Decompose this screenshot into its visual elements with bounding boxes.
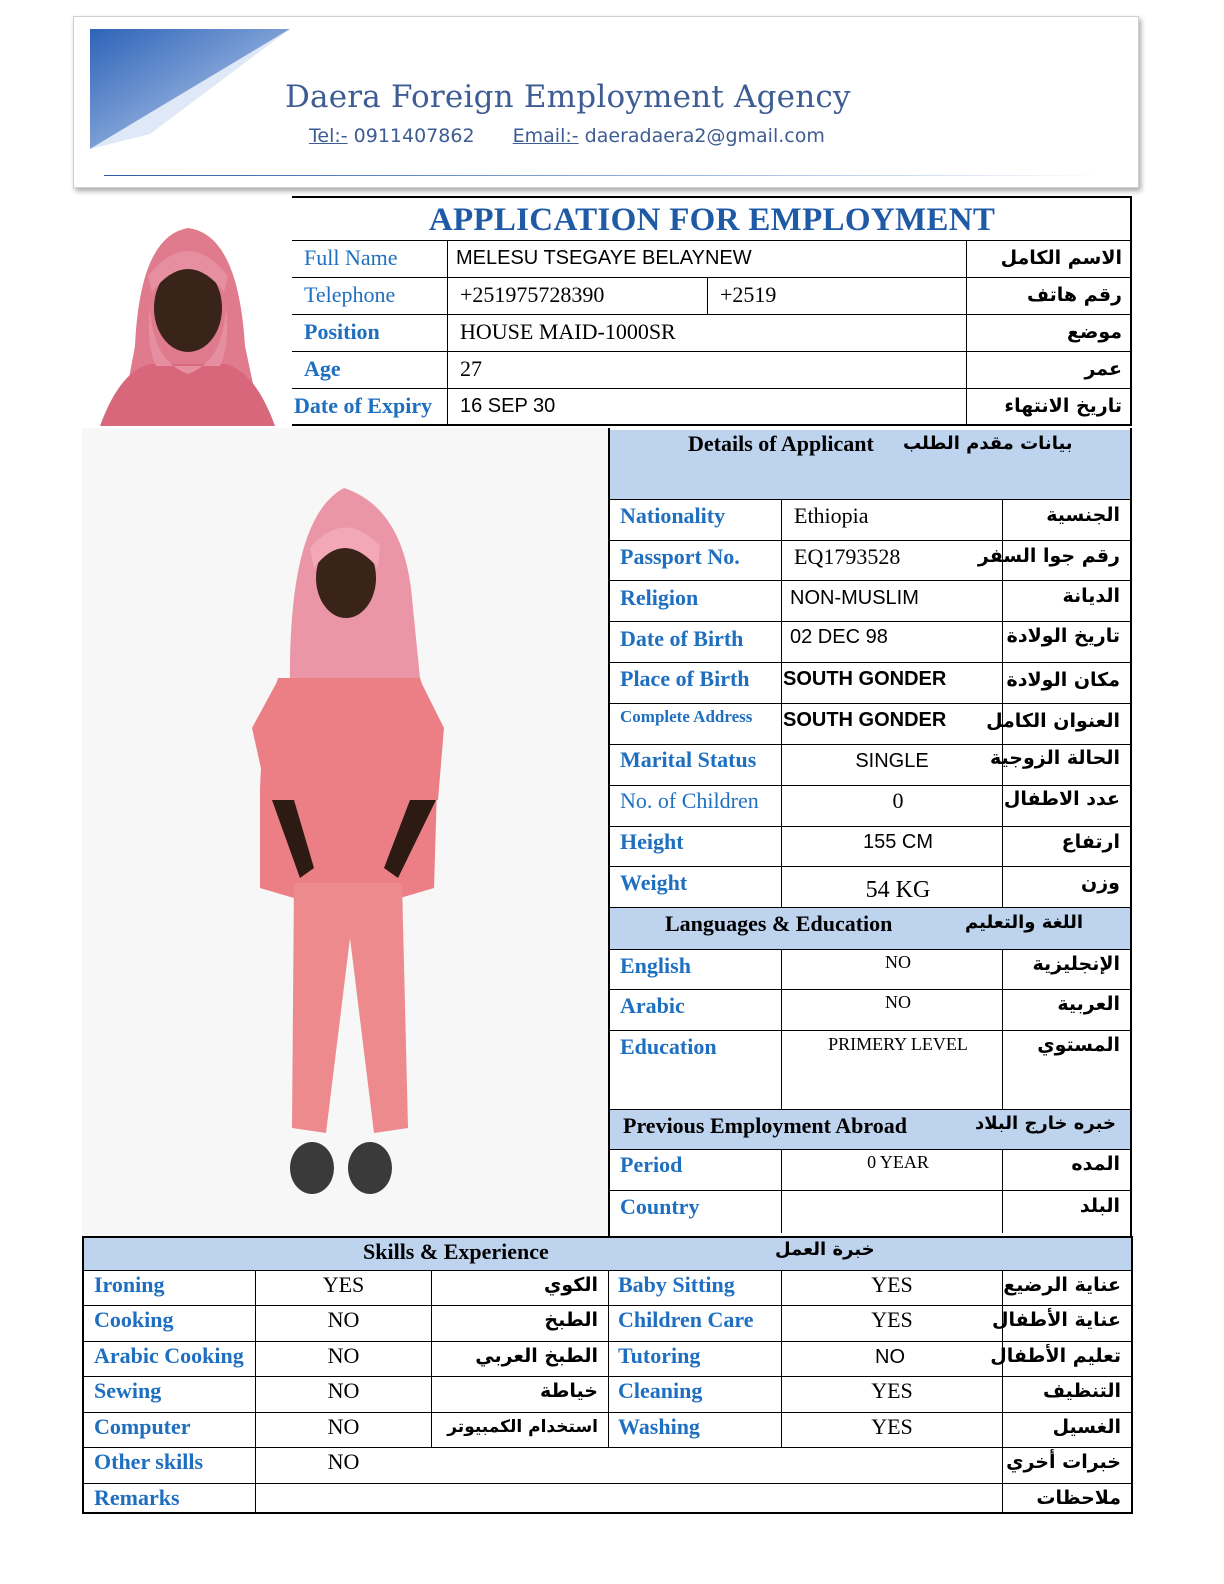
arabic-value: NO <box>885 992 911 1012</box>
skill-ironing-ar: الكوي <box>543 1274 598 1296</box>
position-label: Position <box>304 319 380 344</box>
full-body-illustration <box>82 428 608 1236</box>
letterhead <box>73 16 1139 188</box>
tel-value: 0911407862 <box>353 125 475 147</box>
weight-label: Weight <box>620 870 688 895</box>
period-ar: المده <box>1071 1153 1120 1175</box>
age-label: Age <box>304 356 341 381</box>
skill-washing-ar: الغسيل <box>1052 1416 1121 1438</box>
pob-value: SOUTH GONDER <box>783 668 947 690</box>
skill-cooking-label: Cooking <box>94 1307 174 1332</box>
passport-value: EQ1793528 <box>794 544 901 569</box>
agency-logo-swoosh <box>90 29 300 154</box>
other-skills-ar: خبرات أخري <box>1006 1451 1121 1473</box>
skills-title: Skills & Experience <box>363 1239 549 1264</box>
period-label: Period <box>620 1152 683 1177</box>
full-name-ar: الاسم الكامل <box>1000 247 1122 269</box>
previous-title-ar: خبره خارج البلاد <box>975 1113 1116 1134</box>
position-ar: موضع <box>1066 321 1122 343</box>
skill-baby-sitting-ar: عناية الرضيع <box>1003 1274 1121 1296</box>
skill-cooking-value: NO <box>327 1307 360 1332</box>
remarks-ar: ملاحظات <box>1036 1487 1121 1509</box>
address-value: SOUTH GONDER <box>783 709 947 731</box>
skill-cleaning-value: YES <box>871 1378 913 1403</box>
skill-washing-value: YES <box>871 1414 913 1439</box>
marital-ar: الحالة الزوجية <box>990 747 1120 769</box>
telephone-value: +251975728390 <box>460 282 605 307</box>
skill-washing-label: Washing <box>618 1414 700 1439</box>
email-value: daeradaera2@gmail.com <box>584 125 825 147</box>
skill-children-care-value: YES <box>871 1307 913 1332</box>
skill-cleaning-label: Cleaning <box>618 1378 703 1403</box>
portrait-photo <box>80 196 292 426</box>
english-value: NO <box>885 952 911 972</box>
tel-label: Tel:- <box>309 125 348 147</box>
english-ar: الإنجليزية <box>1032 953 1120 975</box>
skills-title-ar: خبرة العمل <box>775 1239 875 1260</box>
skill-tutoring-ar: تعليم الأطفال <box>990 1345 1121 1367</box>
height-value: 155 CM <box>862 831 934 853</box>
skill-sewing-value: NO <box>327 1378 360 1403</box>
skill-computer-value: NO <box>327 1414 360 1439</box>
skill-computer-label: Computer <box>94 1414 191 1439</box>
nationality-value: Ethiopia <box>794 503 869 528</box>
passport-label: Passport No. <box>620 544 740 569</box>
position-value: HOUSE MAID-1000SR <box>460 319 676 344</box>
telephone-label: Telephone <box>304 282 396 307</box>
dob-value: 02 DEC 98 <box>790 626 888 648</box>
skill-baby-sitting-value: YES <box>871 1272 913 1297</box>
skill-children-care-label: Children Care <box>618 1307 754 1332</box>
languages-title-ar: اللغة والتعليم <box>965 912 1084 933</box>
skill-tutoring-label: Tutoring <box>618 1343 701 1368</box>
date-of-expiry-label: Date of Expiry <box>294 393 433 418</box>
dob-label: Date of Birth <box>620 626 744 651</box>
skill-arabic-cooking-value: NO <box>327 1343 360 1368</box>
languages-title: Languages & Education <box>665 911 893 936</box>
full-body-photo <box>82 428 608 1236</box>
age-value: 27 <box>460 356 482 381</box>
dob-ar: تاريخ الولادة <box>1006 625 1120 647</box>
address-label: Complete Address <box>620 707 753 726</box>
country-value <box>782 1191 1002 1233</box>
details-title-ar: بيانات مقدم الطلب <box>903 433 1073 454</box>
period-value: 0 YEAR <box>867 1152 929 1172</box>
skill-children-care-ar: عناية الأطفال <box>992 1309 1121 1331</box>
full-name-label: Full Name <box>304 245 398 270</box>
full-name-value: MELESU TSEGAYE BELAYNEW <box>456 247 752 269</box>
skill-computer-ar: استخدام الكمبيوتر <box>447 1417 598 1437</box>
age-ar: عمر <box>1084 358 1122 380</box>
arabic-ar: العربية <box>1057 993 1120 1015</box>
education-value: PRIMERY LEVEL <box>828 1034 968 1054</box>
religion-label: Religion <box>620 585 699 610</box>
agency-contact <box>309 125 825 147</box>
religion-ar: الديانة <box>1062 585 1120 607</box>
telephone-value-2: +2519 <box>720 282 777 307</box>
pob-ar: مكان الولادة <box>1006 669 1120 691</box>
email-label: Email:- <box>512 125 579 147</box>
other-skills-label: Other skills <box>94 1449 204 1474</box>
skill-tutoring-value: NO <box>875 1346 905 1368</box>
skill-baby-sitting-label: Baby Sitting <box>618 1272 735 1297</box>
nationality-ar: الجنسية <box>1046 504 1120 526</box>
details-title: Details of Applicant <box>688 431 874 456</box>
skill-sewing-label: Sewing <box>94 1378 162 1403</box>
weight-value: 54 KG <box>865 877 931 903</box>
marital-label: Marital Status <box>620 747 757 772</box>
height-label: Height <box>620 829 684 854</box>
telephone-ar: رقم هاتف <box>1027 284 1122 306</box>
previous-title: Previous Employment Abroad <box>623 1113 907 1138</box>
country-ar: البلد <box>1079 1195 1120 1217</box>
children-label: No. of Children <box>620 788 759 813</box>
english-label: English <box>620 953 691 978</box>
other-skills-value: NO <box>327 1449 360 1474</box>
skills-header <box>84 1238 1131 1270</box>
page-title: APPLICATION FOR EMPLOYMENT <box>292 198 1132 241</box>
nationality-label: Nationality <box>620 503 726 528</box>
date-of-expiry-value: 16 SEP 30 <box>460 395 556 417</box>
remarks-value <box>256 1484 1002 1512</box>
skill-arabic-cooking-ar: الطبخ العربي <box>475 1345 598 1367</box>
passport-ar: رقم جوا السفر <box>977 545 1120 567</box>
skill-cleaning-ar: التنظيف <box>1042 1380 1121 1402</box>
height-ar: ارتفاع <box>1061 831 1120 853</box>
religion-value: NON-MUSLIM <box>790 587 919 609</box>
marital-value: SINGLE <box>855 750 929 772</box>
skill-sewing-ar: خياطة <box>539 1380 598 1402</box>
country-label: Country <box>620 1194 700 1219</box>
address-ar: العنوان الكامل <box>986 710 1120 732</box>
remarks-label: Remarks <box>94 1485 180 1510</box>
skill-ironing-label: Ironing <box>94 1272 165 1297</box>
date-of-expiry-ar: تاريخ الانتهاء <box>1004 395 1122 417</box>
pob-label: Place of Birth <box>620 666 750 691</box>
education-label: Education <box>620 1034 717 1059</box>
letterhead-divider <box>104 175 1104 176</box>
arabic-label: Arabic <box>620 993 685 1018</box>
children-ar: عدد الاطفال <box>1003 788 1120 810</box>
children-value: 0 <box>892 788 904 813</box>
agency-name: Daera Foreign Employment Agency <box>285 79 851 115</box>
portrait-illustration <box>80 196 292 426</box>
skill-arabic-cooking-label: Arabic Cooking <box>94 1343 244 1368</box>
weight-ar: وزن <box>1081 872 1120 894</box>
education-ar: المستوي <box>1037 1034 1120 1056</box>
skill-ironing-value: YES <box>322 1272 365 1297</box>
skill-cooking-ar: الطبخ <box>544 1309 598 1331</box>
